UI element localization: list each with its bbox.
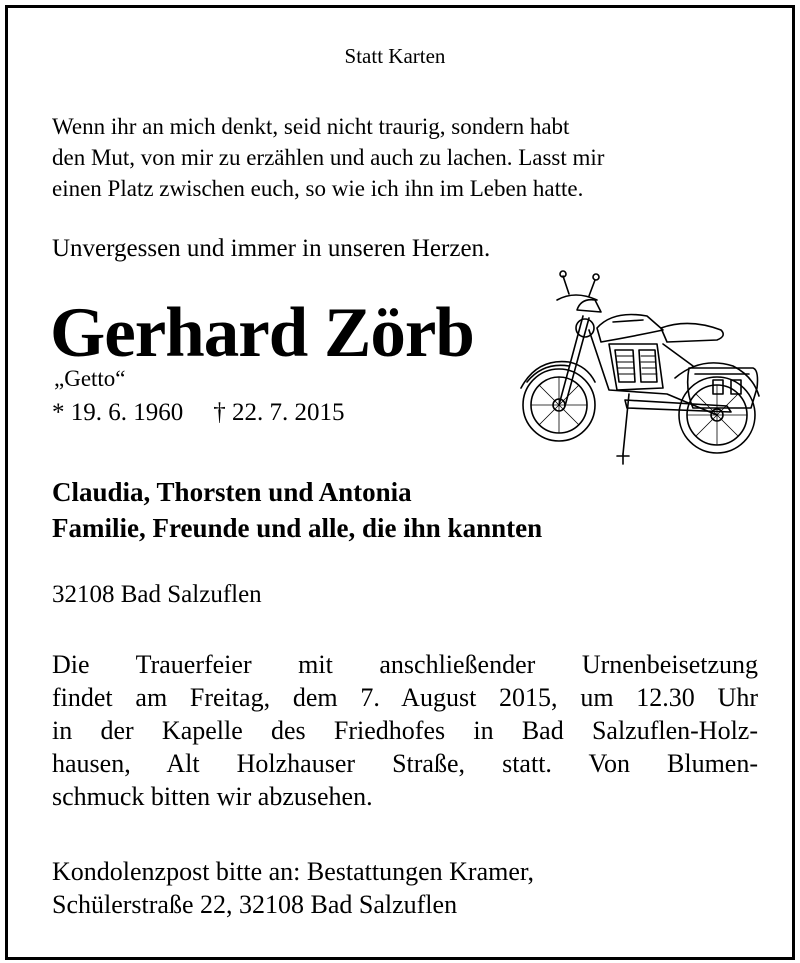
memorial-quote — [52, 111, 604, 204]
quote-line: den Mut, von mir zu erzählen und auch zu lachen. Lasst mir — [52, 145, 605, 170]
quote-line: Wenn ihr an mich denkt, seid nicht traurig, sondern habt — [52, 114, 570, 139]
death-date: † 22. 7. 2015 — [213, 399, 345, 426]
city-line: 32108 Bad Salzuflen — [52, 581, 262, 608]
memory-line: Unvergessen und immer in unseren Herzen. — [52, 235, 491, 262]
contact-line: Schülerstraße 22, 32108 Bad Salzuflen — [52, 890, 458, 919]
mourners — [52, 474, 542, 546]
funeral-service-notice — [52, 648, 758, 813]
mourners-line: Familie, Freunde und alle, die ihn kannten — [52, 513, 543, 543]
service-line: Die Trauerfeier mit anschließender Urnenbeisetzung — [52, 650, 758, 679]
life-dates — [52, 399, 345, 427]
service-line: hausen, Alt Holzhauser Straße, statt. Von Blumen- — [52, 749, 758, 778]
service-line: schmuck bitten wir abzusehen. — [52, 782, 373, 811]
service-line: in der Kapelle des Friedhofes in Bad Salzuflen-Holz- — [52, 716, 758, 745]
birth-date: * 19. 6. 1960 — [52, 399, 184, 426]
mourners-line: Claudia, Thorsten und Antonia — [52, 477, 412, 507]
deceased-nickname: „Getto“ — [54, 366, 126, 391]
header-statt-karten: Statt Karten — [344, 44, 446, 68]
motorcycle-icon — [517, 270, 762, 465]
service-line: findet am Freitag, dem 7. August 2015, um 12.30 Uhr — [52, 683, 758, 712]
quote-line: einen Platz zwischen euch, so wie ich ihn im Leben hatte. — [52, 176, 584, 201]
deceased-name: Gerhard Zörb — [50, 294, 474, 372]
contact-line: Kondolenzpost bitte an: Bestattungen Kramer, — [52, 857, 535, 886]
condolence-address — [52, 855, 534, 921]
